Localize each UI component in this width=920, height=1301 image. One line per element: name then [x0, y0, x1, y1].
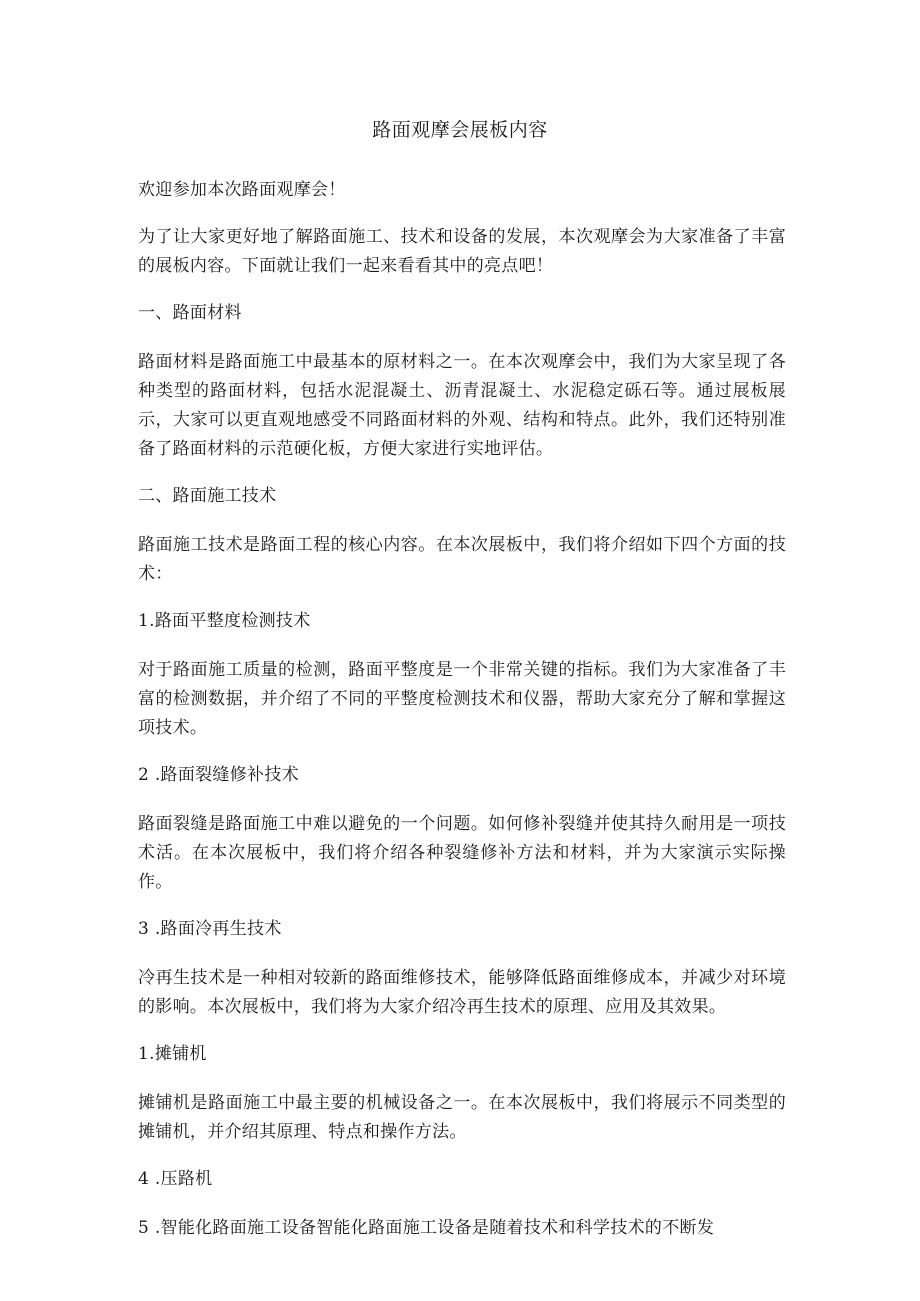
subheading-roller: 4 .压路机: [138, 1169, 213, 1189]
subheading-flatness: 1.路面平整度检测技术: [138, 611, 311, 631]
welcome-paragraph: 欢迎参加本次路面观摩会！: [138, 180, 346, 200]
document-title: 路面观摩会展板内容: [372, 119, 548, 141]
intro-paragraph: 为了让大家更好地了解路面施工、技术和设备的发展，本次观摩会为大家准备了丰富的展板内容。下面就让我们一起来看看其中的亮点吧！: [138, 227, 786, 276]
materials-paragraph: 路面材料是路面施工中最基本的原材料之一。在本次观摩会中，我们为大家呈现了各种类型的路面材料，包括水泥混凝土、沥青混凝土、水泥稳定砾石等。通过展板展示，大家可以更直观地感受不同路面材料的外观、结构和特点。此外，我们还特别准备了路面材料的示范硬化板，方便大家进行实地评估。: [138, 352, 786, 459]
smart-equipment-paragraph: 5 .智能化路面施工设备智能化路面施工设备是随着技术和科学技术的不断发: [138, 1218, 715, 1238]
subheading-cold-recycling: 3 .路面冷再生技术: [138, 919, 282, 939]
subheading-paver: 1.摊铺机: [138, 1044, 207, 1064]
section-heading-techniques: 二、路面施工技术: [138, 486, 277, 506]
section-heading-materials: 一、路面材料: [138, 303, 242, 323]
crack-repair-paragraph: 路面裂缝是路面施工中难以避免的一个问题。如何修补裂缝并使其持久耐用是一项技术活。在本次展板中，我们将介绍各种裂缝修补方法和材料，并为大家演示实际操作。: [138, 814, 786, 892]
techniques-paragraph: 路面施工技术是路面工程的核心内容。在本次展板中，我们将介绍如下四个方面的技术：: [138, 535, 786, 584]
flatness-paragraph: 对于路面施工质量的检测，路面平整度是一个非常关键的指标。我们为大家准备了丰富的检测数据，并介绍了不同的平整度检测技术和仪器，帮助大家充分了解和掌握这项技术。: [138, 660, 786, 738]
document-body: [138, 176, 786, 1261]
paver-paragraph: 摊铺机是路面施工中最主要的机械设备之一。在本次展板中，我们将展示不同类型的摊铺机，并介绍其原理、特点和操作方法。: [138, 1093, 786, 1142]
subheading-crack-repair: 2 .路面裂缝修补技术: [138, 765, 299, 785]
cold-recycling-paragraph: 冷再生技术是一种相对较新的路面维修技术，能够降低路面维修成本，并减少对环境的影响。本次展板中，我们将为大家介绍冷再生技术的原理、应用及其效果。: [138, 968, 786, 1017]
